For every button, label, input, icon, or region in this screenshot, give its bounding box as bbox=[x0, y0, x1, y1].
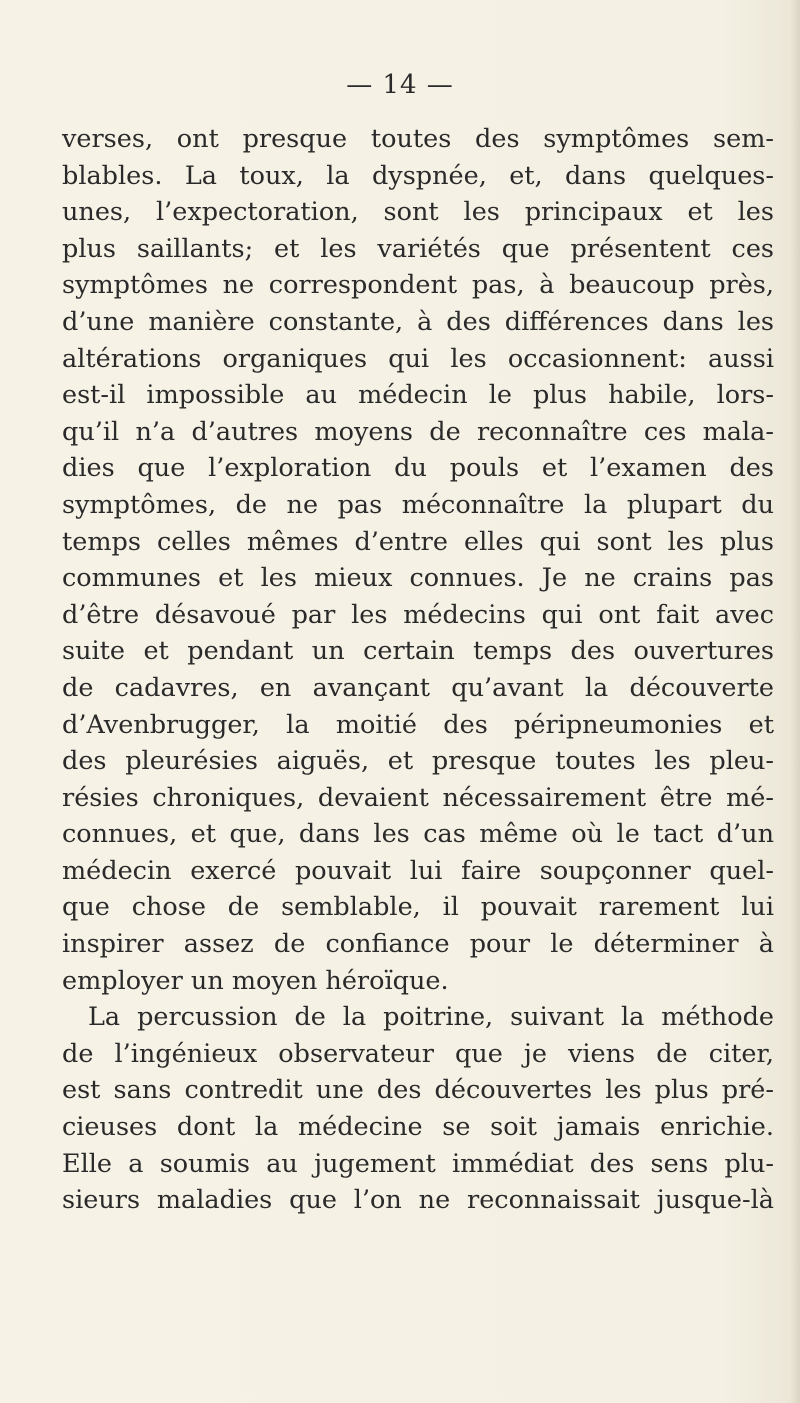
text-line: dies que l’exploration du pouls et l’examen des bbox=[62, 453, 774, 484]
text-line: Elle a soumis au jugement immédiat des sens plu- bbox=[62, 1148, 774, 1179]
text-line: altérations organiques qui les occasionnent: aussi bbox=[62, 343, 774, 374]
text-line: qu’il n’a d’autres moyens de reconnaître ces mala- bbox=[62, 416, 774, 447]
text-line: des pleurésies aiguës, et presque toutes les pleu- bbox=[62, 746, 774, 777]
text-line: temps celles mêmes d’entre elles qui sont les plus bbox=[62, 526, 774, 557]
text-line: symptômes ne correspondent pas, à beaucoup près, bbox=[62, 270, 774, 301]
body-text bbox=[62, 121, 774, 1219]
page-edge-shadow bbox=[790, 0, 800, 1403]
text-line: est sans contredit une des découvertes les plus pré- bbox=[62, 1075, 774, 1106]
text-line: que chose de semblable, il pouvait rarement lui bbox=[62, 892, 774, 923]
text-line: connues, et que, dans les cas même où le tact d’un bbox=[62, 819, 774, 850]
text-line: employer un moyen héroïque. bbox=[62, 965, 449, 996]
text-line: verses, ont presque toutes des symptômes sem- bbox=[62, 124, 774, 154]
text-line: suite et pendant un certain temps des ouvertures bbox=[62, 636, 774, 667]
text-line: blables. La toux, la dyspnée, et, dans quelques- bbox=[62, 160, 774, 191]
text-line: d’une manière constante, à des différences dans les bbox=[62, 306, 774, 337]
page-number: — 14 — bbox=[346, 70, 454, 100]
text-line: La percussion de la poitrine, suivant la méthode bbox=[88, 1002, 774, 1033]
text-line: d’être désavoué par les médecins qui ont fait avec bbox=[62, 599, 774, 630]
text-line: résies chroniques, devaient nécessairement être mé- bbox=[62, 782, 774, 813]
text-line: communes et les mieux connues. Je ne crains pas bbox=[62, 563, 774, 594]
text-line: sieurs maladies que l’on ne reconnaissait jusque-là bbox=[62, 1185, 774, 1216]
text-line: de l’ingénieux observateur que je viens de citer, bbox=[62, 1038, 774, 1069]
text-line: médecin exercé pouvait lui faire soupçonner quel- bbox=[62, 855, 774, 886]
text-line: cieuses dont la médecine se soit jamais enrichie. bbox=[62, 1112, 774, 1143]
text-line: est-il impossible au médecin le plus habile, lors- bbox=[62, 380, 774, 411]
text-line: plus saillants; et les variétés que présentent ces bbox=[62, 233, 774, 264]
text-line: symptômes, de ne pas méconnaître la plupart du bbox=[62, 489, 774, 520]
text-line: unes, l’expectoration, sont les principaux et les bbox=[62, 197, 774, 228]
text-line: de cadavres, en avançant qu’avant la découverte bbox=[62, 672, 774, 703]
text-line: inspirer assez de confiance pour le déterminer à bbox=[62, 929, 774, 960]
text-line: d’Avenbrugger, la moitié des péripneumonies et bbox=[62, 709, 774, 740]
